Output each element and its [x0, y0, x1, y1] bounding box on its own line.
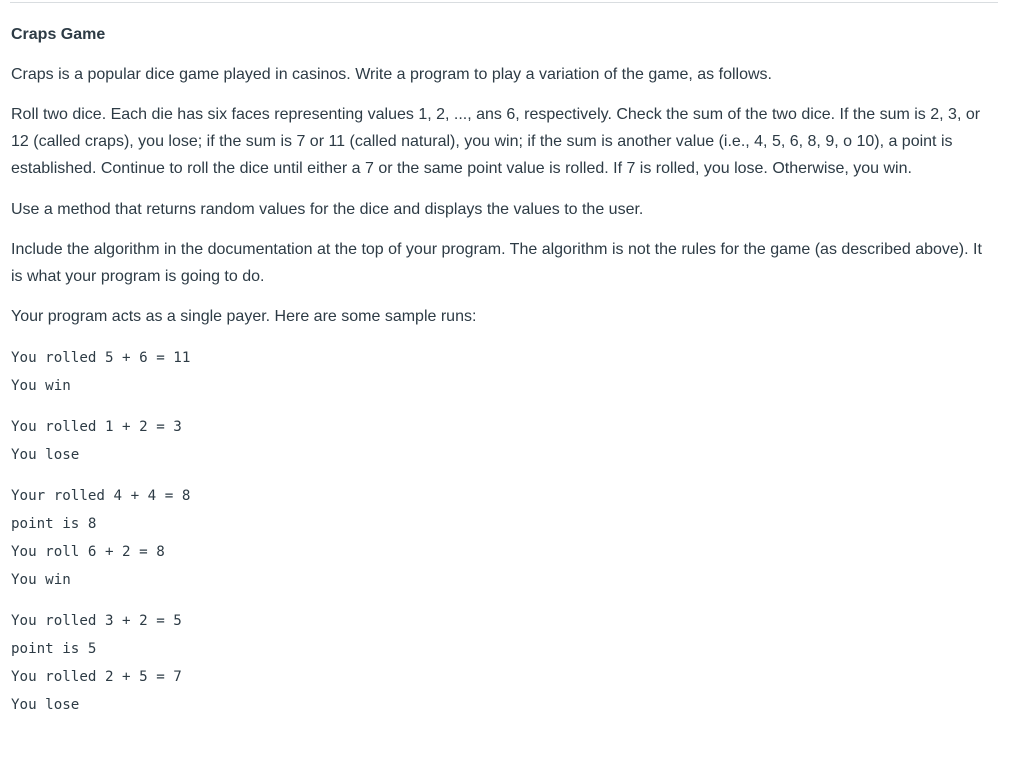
- run-line: You lose: [11, 447, 80, 463]
- top-divider: [10, 2, 998, 3]
- sample-run-2: [11, 413, 996, 469]
- run-line: You rolled 5 + 6 = 11: [11, 350, 191, 366]
- rules-paragraph: Roll two dice. Each die has six faces representing values 1, 2, ..., ans 6, respectively. Check the sum of the two dice. If the sum is 2, 3, or 12 (called craps), you lose; if the sum is 7 or 11 (called natural), you win; if the sum is another value (i.e., 4, 5, 6, 8, 9, o 10), a point is established. Continue to roll the dice until either a 7 or the same point value is rolled. If 7 is rolled, you lose. Otherwise, you win.: [11, 106, 981, 177]
- run-line: You win: [11, 378, 71, 394]
- run-line: Your rolled 4 + 4 = 8: [11, 488, 191, 504]
- run-line: point is 5: [11, 641, 97, 657]
- sample-run-3: [11, 482, 996, 594]
- algorithm-paragraph: Include the algorithm in the documentation at the top of your program. The algorithm is not the rules for the game (as described above). It is what your program is going to do.: [11, 241, 982, 285]
- sample-run-1: [11, 344, 996, 400]
- run-line: point is 8: [11, 516, 97, 532]
- intro-paragraph: Craps is a popular dice game played in casinos. Write a program to play a variation of the game, as follows.: [11, 66, 772, 83]
- sample-runs-intro: Your program acts as a single payer. Here are some sample runs:: [11, 308, 477, 325]
- method-paragraph: Use a method that returns random values for the dice and displays the values to the user.: [11, 201, 644, 218]
- run-line: You roll 6 + 2 = 8: [11, 544, 165, 560]
- run-line: You win: [11, 572, 71, 588]
- sample-runs: [11, 344, 996, 719]
- run-line: You lose: [11, 697, 80, 713]
- run-line: You rolled 2 + 5 = 7: [11, 669, 182, 685]
- assignment-content: [11, 24, 996, 732]
- run-line: You rolled 1 + 2 = 3: [11, 419, 182, 435]
- page-title: Craps Game: [11, 26, 106, 43]
- sample-run-4: [11, 607, 996, 719]
- run-line: You rolled 3 + 2 = 5: [11, 613, 182, 629]
